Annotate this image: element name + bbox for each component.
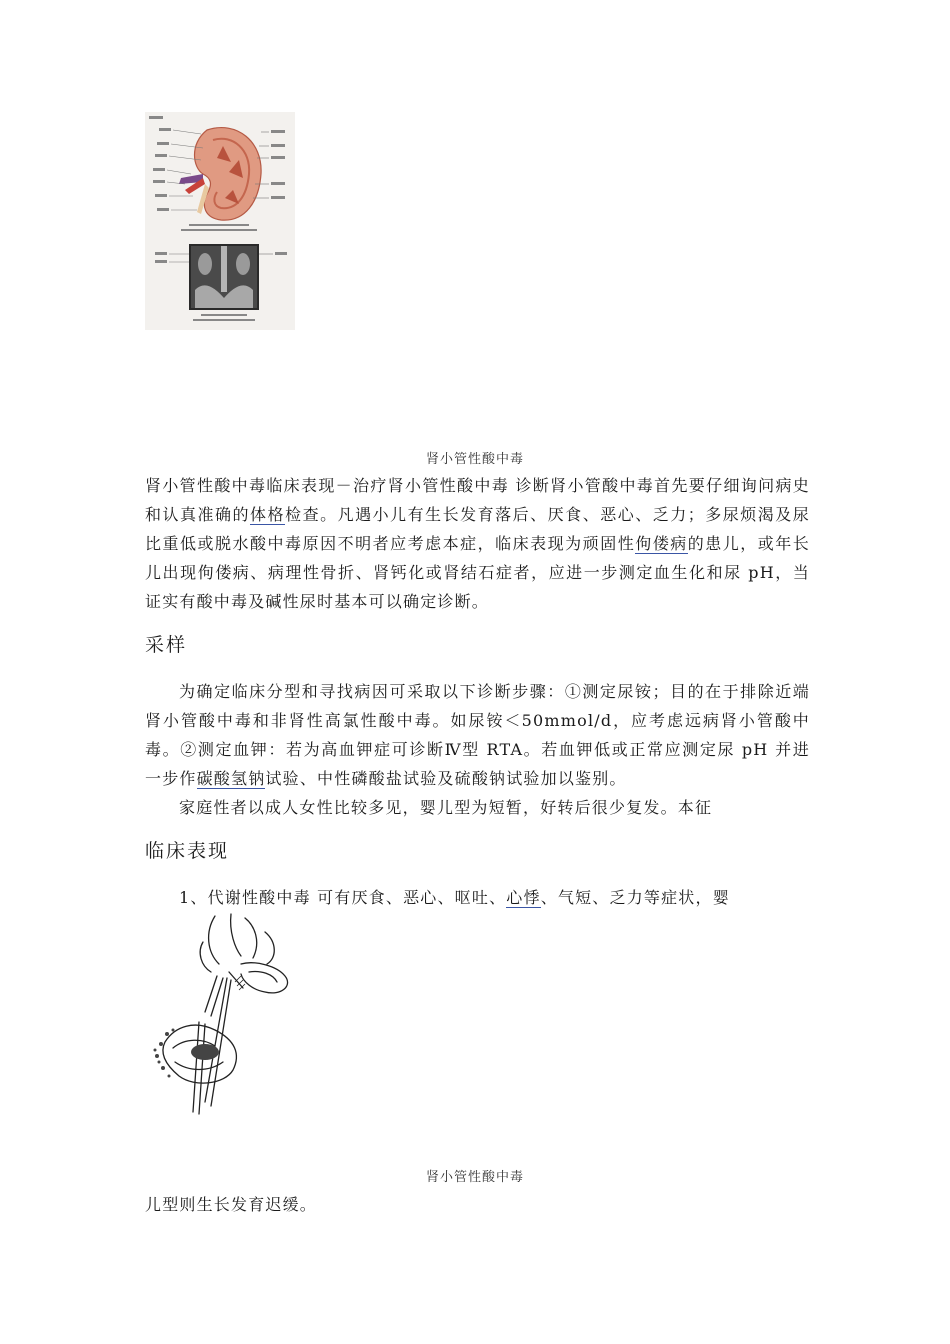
figure-caption-bottom: 肾小管性酸中毒 [425,1170,524,1185]
kidney-anatomy-illustration [145,112,295,330]
clinical-text-1: 1、代谢性酸中毒 可有厌食、恶心、呕吐、 [179,888,507,907]
link-tige[interactable]: 体格 [250,505,286,524]
catheter-line-drawing [145,912,295,1122]
section-heading-sampling: 采样 [145,634,188,656]
sampling-text-1: 为确定临床分型和寻找病因可采取以下诊断步骤：①测定尿铵；目的在于排除近端肾小管酸中毒和非肾性高氯性酸中毒。如尿铵＜50mmol/d，应考虑远病肾小管酸中毒。②测定血钾：若为高血钾症可诊断Ⅳ型 RTA。若血钾低或正常应测定尿 pH 并进一步作 [145,682,810,788]
intro-text-1: 肾小管性酸中毒临床表现－治疗肾小管性酸中毒 诊断肾小管酸中毒首先要仔细询问病史和认真准确的 [145,476,810,524]
figure-caption-top: 肾小管性酸中毒 [425,452,524,467]
intro-text-3: 的患儿，或年长儿出现佝偻病、病理性骨折、肾钙化或肾结石症者，应进一步测定血生化和尿 pH，当证实有酸中毒及碱性尿时基本可以确定诊断。 [145,534,810,611]
familial-paragraph: 家庭性者以成人女性比较多见，婴儿型为短暂，好转后很少复发。本征 [179,798,713,817]
sampling-paragraph [145,677,810,793]
kidney-anatomy-figure [145,112,295,330]
intro-text-2: 检查。凡遇小儿有生长发育落后、厌食、恶心、乏力；多尿烦渴及尿比重低或脱水酸中毒原因不明者应考虑本症，临床表现为顽固性 [145,505,810,553]
section-heading-clinical: 临床表现 [145,840,230,862]
link-rickets[interactable]: 佝偻病 [635,534,688,553]
clinical-paragraph [145,883,810,912]
closing-paragraph: 儿型则生长发育迟缓。 [145,1195,318,1214]
intro-paragraph [145,471,810,616]
clinical-text-2: 、气短、乏力等症状，婴 [540,888,730,907]
sampling-text-2: 试验、中性磷酸盐试验及硫酸钠试验加以鉴别。 [265,769,627,788]
catheter-drawing-figure [145,912,295,1122]
link-sodium-bicarbonate[interactable]: 碳酸氢钠 [196,769,266,788]
link-palpitation[interactable]: 心悸 [506,888,541,907]
